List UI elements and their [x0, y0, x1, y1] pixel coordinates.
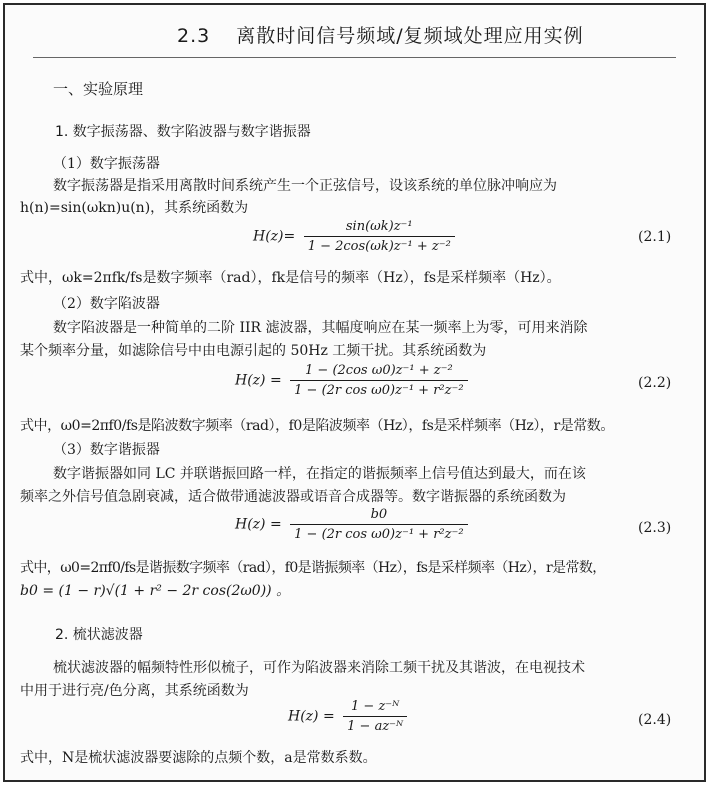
eq-2-2-fraction [290, 363, 467, 398]
eq-2-3-lhs: H(z) = [235, 516, 282, 533]
resonator-text-line1: 数字谐振器如同 LC 并联谐振回路一样，在指定的谐振频率上信号值达到最大，而在该 [53, 466, 586, 482]
notch-after-text: 式中，ω0=2πf0/fs是陷波数字频率（rad），f0是陷波频率（Hz），fs是采样频率（Hz），r是常数。 [20, 418, 614, 434]
osc-text-line2: h(n)=sin(ωkn)u(n)，其系统函数为 [20, 200, 249, 216]
equation-number-2-1: (2.1) [638, 229, 672, 245]
fraction-bar [304, 236, 455, 237]
fraction-bar [343, 716, 407, 717]
equation-2-3 [235, 507, 468, 542]
osc-after-text: 式中，ωk=2πfk/fs是数字频率（rad），fk是信号的频率（Hz），fs是采样频率（Hz）。 [20, 270, 561, 286]
section-number: 2.3 [177, 25, 211, 47]
resonator-title: （3）数字谐振器 [53, 442, 160, 458]
title-rule [33, 57, 676, 58]
notch-text-line1: 数字陷波器是一种简单的二阶 IIR 滤波器，其幅度响应在某一频率上为零，可用来消除 [53, 320, 588, 336]
eq-2-3-denominator: 1 − (2r cos ω0)z⁻¹ + r²z⁻² [294, 527, 464, 542]
equation-2-1 [253, 219, 455, 254]
comb-text-line2: 中用于进行亮/色分离，其系统函数为 [20, 683, 249, 699]
equation-number-2-3: (2.3) [638, 520, 672, 536]
eq-2-3-fraction [290, 507, 467, 542]
subsection-2-title: 2. 梳状滤波器 [55, 627, 143, 643]
subsection-1-title: 1. 数字振荡器、数字陷波器与数字谐振器 [55, 124, 311, 140]
eq-2-1-lhs: H(z)= [253, 228, 296, 245]
eq-2-1-denominator: 1 − 2cos(ωk)z⁻¹ + z⁻² [307, 239, 451, 254]
eq-2-4-fraction [343, 699, 407, 734]
resonator-text-line2: 频率之外信号值急剧衰减，适合做带通滤波器或语音合成器等。数字谐振器的系统函数为 [20, 489, 566, 505]
comb-text-line1: 梳状滤波器的幅频特性形似梳子，可作为陷波器来消除工频干扰及其谐波，在电视技术 [53, 660, 585, 676]
osc-text-line1: 数字振荡器是指采用离散时间系统产生一个正弦信号，设该系统的单位脉冲响应为 [53, 178, 557, 194]
fraction-bar [290, 380, 467, 381]
eq-2-4-lhs: H(z) = [288, 708, 335, 725]
eq-2-2-numerator: 1 − (2cos ω0)z⁻¹ + z⁻² [305, 363, 453, 378]
section-title-text: 离散时间信号频域/复频域处理应用实例 [236, 25, 584, 47]
notch-text-line2: 某个频率分量，如滤除信号中由电源引起的 50Hz 工频干扰。其系统函数为 [20, 343, 487, 359]
eq-2-4-denominator: 1 − az⁻ᴺ [347, 719, 404, 734]
equation-number-2-2: (2.2) [638, 375, 672, 391]
eq-2-2-denominator: 1 − (2r cos ω0)z⁻¹ + r²z⁻² [294, 383, 464, 398]
resonator-after-text-2: b0 = (1 − r)√(1 + r² − 2r cos(2ω0)) 。 [20, 583, 291, 599]
eq-2-1-fraction [304, 219, 455, 254]
resonator-after-text-1: 式中，ω0=2πf0/fs是谐振数字频率（rad），f0是谐振频率（Hz），fs是采样频率（Hz），r是常数， [20, 560, 606, 576]
eq-2-1-numerator: sin(ωk)z⁻¹ [345, 219, 413, 234]
equation-2-4 [288, 699, 407, 734]
textbook-page [3, 3, 706, 782]
equation-number-2-4: (2.4) [638, 712, 672, 728]
section-title [177, 21, 584, 48]
notch-title: （2）数字陷波器 [53, 296, 160, 312]
eq-2-3-numerator: b0 [370, 507, 388, 522]
equation-2-2 [235, 363, 468, 398]
fraction-bar [290, 524, 467, 525]
comb-after-text: 式中，N是梳状滤波器要滤除的点频个数，a是常数系数。 [20, 750, 377, 766]
heading-principle: 一、实验原理 [53, 80, 144, 98]
osc-title: （1）数字振荡器 [53, 156, 160, 172]
eq-2-2-lhs: H(z) = [235, 372, 282, 389]
eq-2-4-numerator: 1 − z⁻ᴺ [351, 699, 400, 714]
